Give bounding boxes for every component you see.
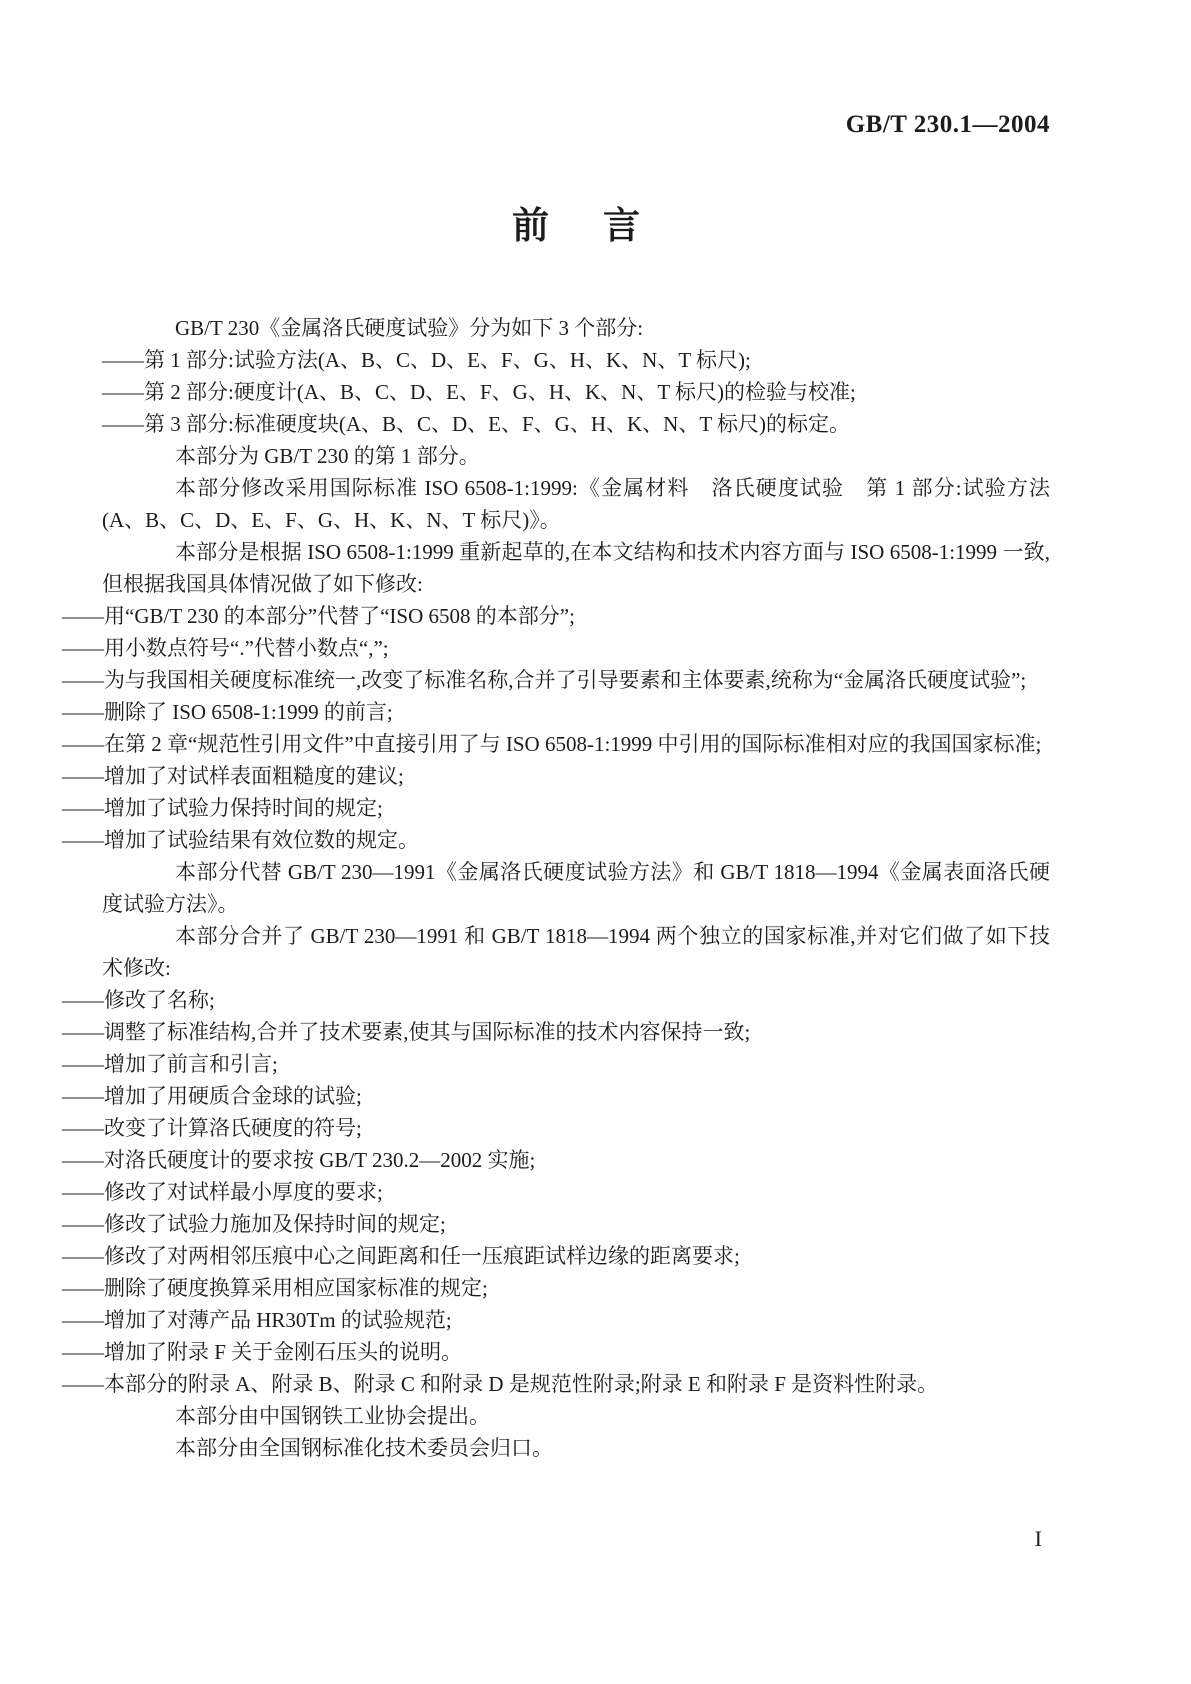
foreword-paragraph: ——第 1 部分:试验方法(A、B、C、D、E、F、G、H、K、N、T 标尺); (102, 348, 751, 372)
foreword-paragraph: ——在第 2 章“规范性引用文件”中直接引用了与 ISO 6508-1:1999 中引用的国际标准相对应的我国国家标准; (62, 732, 1042, 756)
foreword-paragraph: ——改变了计算洛氏硬度的符号; (62, 1116, 362, 1140)
page-title (102, 203, 1050, 249)
foreword-paragraph: ——用“GB/T 230 的本部分”代替了“ISO 6508 的本部分”; (62, 604, 575, 628)
foreword-paragraph: ——增加了用硬质合金球的试验; (62, 1084, 362, 1108)
foreword-paragraph: ——增加了试验力保持时间的规定; (62, 796, 383, 820)
foreword-paragraph: ——用小数点符号“.”代替小数点“,”; (62, 636, 389, 660)
foreword-paragraph: 本部分由全国钢标准化技术委员会归口。 (175, 1436, 553, 1460)
foreword-paragraph: 本部分修改采用国际标准 ISO 6508-1:1999:《金属材料 洛氏硬度试验 第 1 部分:试验方法(A、B、C、D、E、F、G、H、K、N、T 标尺)》。 (102, 476, 1050, 532)
foreword-paragraph: ——增加了试验结果有效位数的规定。 (62, 828, 419, 852)
page-title-char-2: 言 (603, 204, 640, 247)
foreword-paragraph: ——删除了 ISO 6508-1:1999 的前言; (62, 700, 393, 724)
foreword-paragraph: ——本部分的附录 A、附录 B、附录 C 和附录 D 是规范性附录;附录 E 和附录 F 是资料性附录。 (62, 1372, 939, 1396)
foreword-paragraph: ——修改了对两相邻压痕中心之间距离和任一压痕距试样边缘的距离要求; (62, 1244, 740, 1268)
foreword-paragraph: ——增加了前言和引言; (62, 1052, 278, 1076)
foreword-paragraph: ——增加了附录 F 关于金刚石压头的说明。 (62, 1340, 463, 1364)
foreword-paragraph: ——修改了对试样最小厚度的要求; (62, 1180, 383, 1204)
foreword-paragraph: ——修改了名称; (62, 988, 215, 1012)
foreword-paragraph: ——对洛氏硬度计的要求按 GB/T 230.2—2002 实施; (62, 1148, 536, 1172)
foreword-paragraph: ——修改了试验力施加及保持时间的规定; (62, 1212, 446, 1236)
foreword-paragraph: ——第 3 部分:标准硬度块(A、B、C、D、E、F、G、H、K、N、T 标尺)的标定。 (102, 412, 851, 436)
foreword-paragraph: 本部分代替 GB/T 230—1991《金属洛氏硬度试验方法》和 GB/T 1818—1994《金属表面洛氏硬度试验方法》。 (102, 860, 1050, 916)
foreword-paragraph: ——调整了标准结构,合并了技术要素,使其与国际标准的技术内容保持一致; (62, 1020, 751, 1044)
foreword-paragraph: ——为与我国相关硬度标准统一,改变了标准名称,合并了引导要素和主体要素,统称为“金属洛氏硬度试验”; (62, 668, 1027, 692)
foreword-paragraph: GB/T 230《金属洛氏硬度试验》分为如下 3 个部分: (175, 316, 644, 340)
foreword-body (62, 312, 1050, 1464)
foreword-paragraph: 本部分是根据 ISO 6508-1:1999 重新起草的,在本文结构和技术内容方面与 ISO 6508-1:1999 一致,但根据我国具体情况做了如下修改: (102, 540, 1050, 596)
foreword-paragraph: ——增加了对试样表面粗糙度的建议; (62, 764, 404, 788)
foreword-paragraph: 本部分由中国钢铁工业协会提出。 (175, 1404, 490, 1428)
foreword-paragraph: ——增加了对薄产品 HR30Tm 的试验规范; (62, 1308, 452, 1332)
page-title-char-1: 前 (512, 204, 549, 247)
foreword-paragraph: ——删除了硬度换算采用相应国家标准的规定; (62, 1276, 488, 1300)
foreword-paragraph: 本部分合并了 GB/T 230—1991 和 GB/T 1818—1994 两个独立的国家标准,并对它们做了如下技术修改: (102, 924, 1050, 980)
foreword-paragraph: ——第 2 部分:硬度计(A、B、C、D、E、F、G、H、K、N、T 标尺)的检验与校准; (102, 380, 856, 404)
standard-number: GB/T 230.1—2004 (845, 111, 1050, 138)
foreword-paragraph: 本部分为 GB/T 230 的第 1 部分。 (175, 444, 480, 468)
page-number: I (1034, 1526, 1042, 1551)
